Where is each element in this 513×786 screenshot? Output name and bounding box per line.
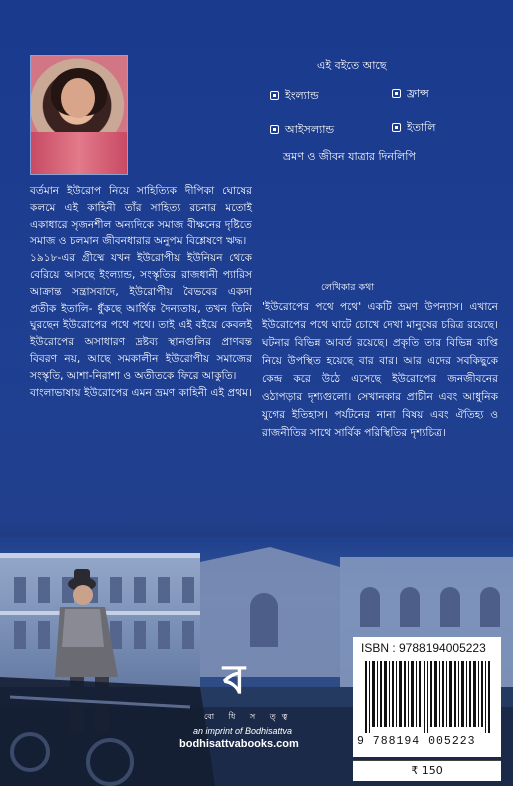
bullet-icon [392, 89, 401, 98]
contents-item-iceland: আইসল্যান্ড [270, 124, 334, 135]
publisher-website[interactable]: bodhisattvabooks.com [179, 738, 299, 750]
isbn-barcode-block [353, 637, 501, 757]
contents-item-france: ফ্রান্স [392, 88, 429, 99]
author-photo [30, 55, 128, 175]
bullet-icon [270, 125, 279, 134]
author-note [262, 298, 498, 442]
blurb-paragraph: বাংলাভাষায় ইউরোপের এমন ভ্রমণ কাহিনী এই প্রথম। [30, 386, 252, 399]
bullet-icon [270, 91, 279, 100]
blurb-paragraph: ১৯১৮-এর গ্রীষ্মে যখন ইউরোপীয় ইউনিয়ন থেকে বেরিয়ে আসছে ইংল্যান্ড, সংস্কৃতির রাজধানী প্যারিস আক্রান্ত সন্ত্রাসবাদে, ইউরোপীয় বৈভবের একদা প্রতীক ইতালি- ধুঁকছে আর্থিক দৈন্যতায়, তখন তিনি ঘুরছেন ইউরোপের পথে পথে। তাই এই বইয়ে কেবলই ইউরোপের অসাধারণ দ্রষ্টব্য স্থানগুলির প্রাণবন্ত বিবরণ নয়, আছে সমকালীন ইউরোপীয় সমাজের সংস্কৃতি, আশা-নিরাশা ও অতীতকে ফিরে আকুতি। [30, 252, 252, 382]
publisher-name: বো ধি স ত্ত্ব [204, 712, 294, 721]
contents-subtitle: ভ্রমণ ও জীবন যাত্রার দিনলিপি [283, 150, 416, 163]
publisher-imprint: an imprint of Bodhisattva [193, 726, 293, 736]
contents-heading: এই বইতে আছে [317, 59, 387, 72]
isbn-label: ISBN : 9788194005223 [361, 641, 486, 655]
price-tag: ₹ 150 [353, 760, 501, 781]
author-note-text: 'ইউরোপের পথে পথে' একটি ভ্রমণ উপন্যাস। এখানে ইউরোপের পথে ঘাটে চোখে দেখা মানুষের চরিত্র রয়েছে। ঘটনার বিভিন্ন আবর্ত রয়েছে। প্রকৃতি তার বিভিন্ন ব্যপ্তি নিয়ে উপস্থিত হয়েছে বার বার। আর এদের সবকিছুকে কেন্দ্র করে উঠে এসেছে ইউরোপের জনজীবনের ওঠাপড়ার দৃশ্যগুলো। সেখানকার প্রাচীন এবং আধুনিক যুগের ইতিহাস। পর্যটনের নানা বিষয় এবং ঐতিহ্য ও রাজনীতির সাথে সার্বিক পরিস্থিতির দৃশ্যচিত্র। [262, 301, 498, 439]
barcode-digits: 9 788194 005223 [357, 735, 476, 748]
contents-item-england: ইংল্যান্ড [270, 90, 319, 101]
barcode-icon [363, 661, 491, 733]
blurb-paragraph: বর্তমান ইউরোপ নিয়ে সাহিত্যিক দীপিকা ঘোষের কলমে এই কাহিনী তাঁর সাহিত্য রচনার মতোই একাধারে সৃজনশীল অন্যদিকে সমাজ বীক্ষনের দৃষ্টিতে সমাজ ও চলমান জীবনধারার অনুপম বিশ্লেষণে ঋদ্ধ। [30, 185, 252, 248]
contents-item-italy: ইতালি [392, 122, 436, 133]
publisher-logo: ব [222, 656, 246, 703]
author-note-title: লেখিকার কথা [321, 282, 375, 293]
bullet-icon [392, 123, 401, 132]
book-blurb [30, 183, 252, 401]
